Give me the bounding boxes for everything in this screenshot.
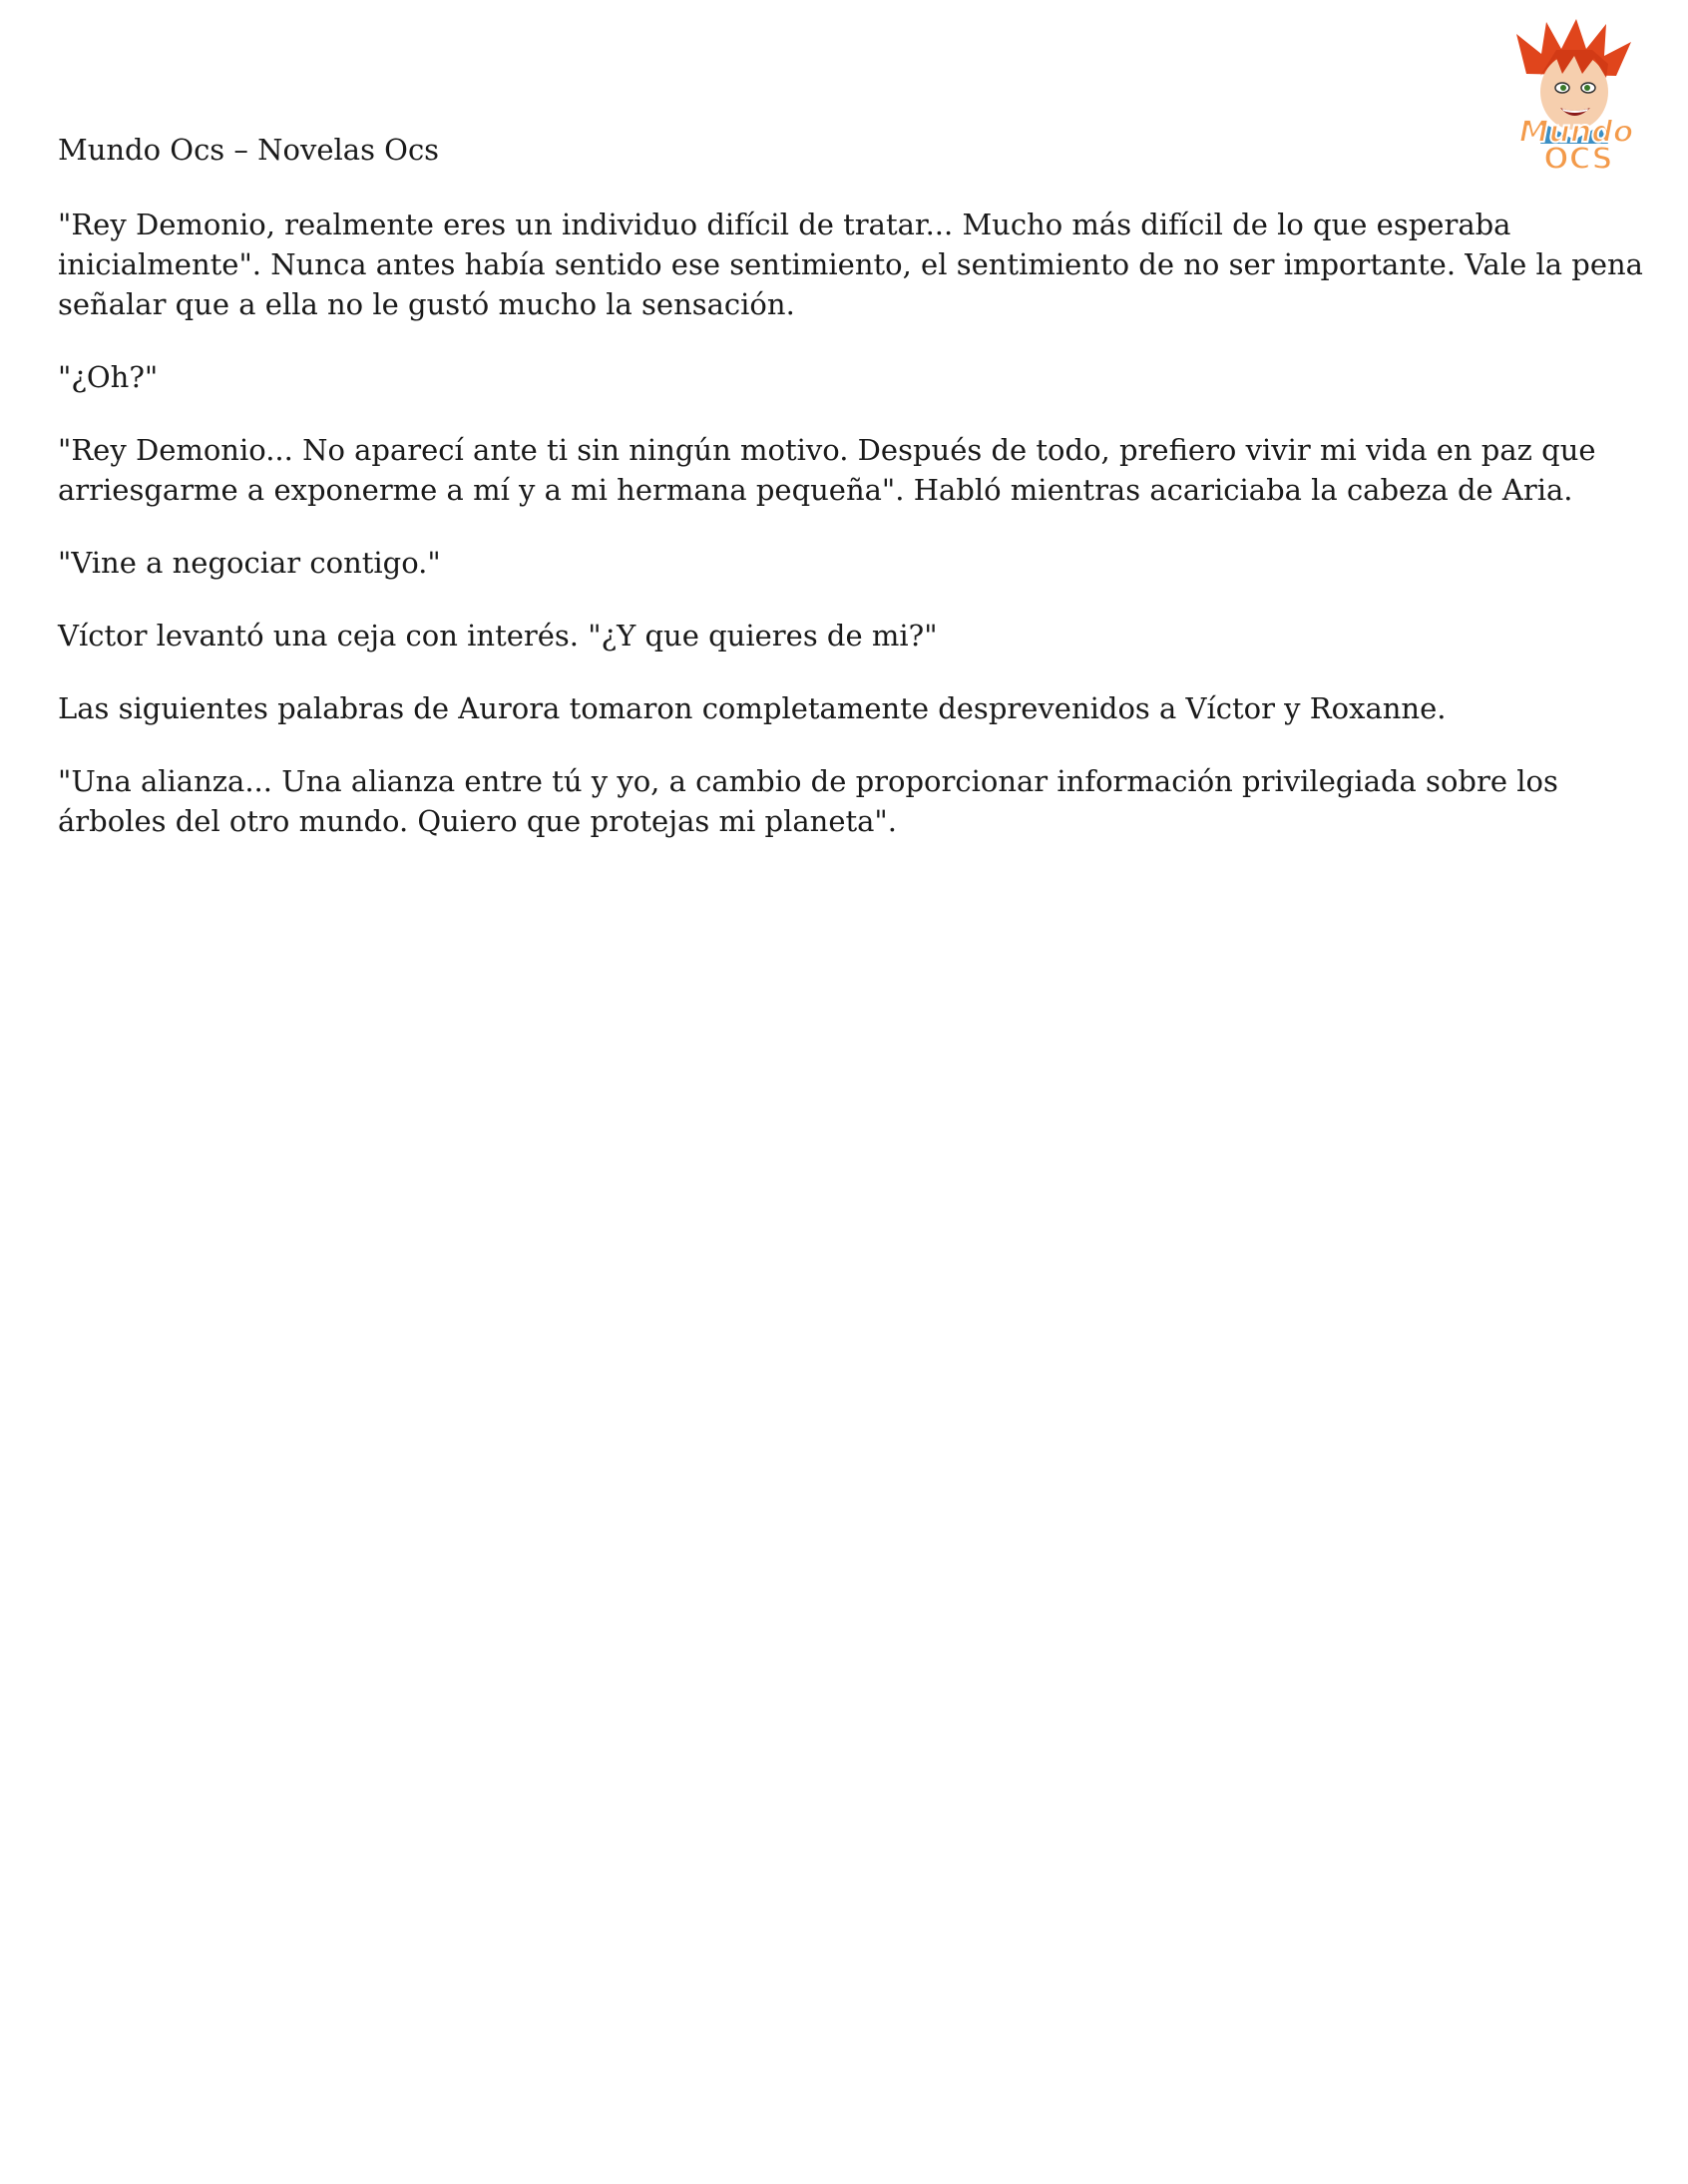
mundo-ocs-logo-icon [1496, 14, 1656, 174]
paragraph: "¿Oh?" [58, 360, 159, 394]
svg-text:OCS: OCS [1543, 142, 1613, 174]
paragraph: "Una alianza... Una alianza entre tú y yo, a cambio de proporcionar información privilegiada sobre los árboles del otro mundo. Quiero que protejas mi planeta". [58, 764, 1558, 838]
svg-text:Mundo: Mundo [1518, 115, 1634, 150]
paragraph: "Rey Demonio... No aparecí ante ti sin ningún motivo. Después de todo, prefiero vivir mi vida en paz que arriesgarme a exponerme a mí y a mi hermana pequeña". Habló mientras acariciaba la cabeza de Aria. [58, 433, 1596, 507]
paragraph: "Vine a negociar contigo." [58, 546, 441, 580]
paragraph: "Rey Demonio, realmente eres un individuo difícil de tratar... Mucho más difícil de lo que esperaba inicialmente". Nunca antes había sentido ese sentimiento, el sentimiento de no ser importante. Vale la pena señalar que a ella no le gustó mucho la sensación. [58, 208, 1643, 321]
story-text [58, 205, 1654, 874]
paragraph: Las siguientes palabras de Aurora tomaron completamente desprevenidos a Víctor y Roxanne. [58, 691, 1447, 725]
page-header: Mundo Ocs – Novelas Ocs [58, 133, 440, 167]
paragraph: Víctor levantó una ceja con interés. "¿Y que quieres de mi?" [58, 619, 938, 653]
